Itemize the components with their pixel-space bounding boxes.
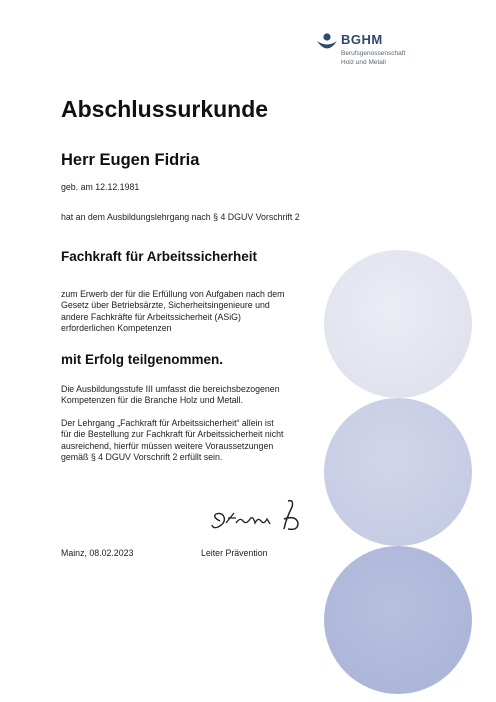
decorative-circle-mid <box>324 398 472 546</box>
stage-line: Die Ausbildungsstufe III umfasst die bereichsbezogenen <box>61 384 280 394</box>
note-line: für die Bestellung zur Fachkraft für Arbeitssicherheit nicht <box>61 429 284 440</box>
birth-date: geb. am 12.12.1981 <box>61 182 140 192</box>
decorative-circle-light <box>324 250 472 398</box>
place-and-date: Mainz, 08.02.2023 <box>61 548 134 558</box>
purpose-paragraph <box>61 289 341 334</box>
logo-subtitle-line2: Holz und Metall <box>341 59 386 66</box>
note-line: ausreichend, hierfür müssen weitere Voraussetzungen <box>61 440 274 451</box>
person-name: Herr Eugen Fidria <box>61 151 200 169</box>
purpose-line: zum Erwerb der für die Erfüllung von Aufgaben nach dem <box>61 289 285 299</box>
purpose-line: Gesetz über Betriebsärzte, Sicherheitsingenieure und <box>61 300 270 311</box>
stage-line: Kompetenzen für die Branche Holz und Metall. <box>61 395 243 406</box>
decorative-circle-dark <box>324 546 472 694</box>
note-line: gemäß § 4 DGUV Vorschrift 2 erfüllt sein. <box>61 451 223 462</box>
logo-subtitle-line1: Berufsgenossenschaft <box>341 50 406 57</box>
bghm-logo-icon <box>316 32 338 54</box>
handwritten-signature <box>206 497 316 537</box>
signature-role: Leiter Prävention <box>201 548 268 558</box>
note-line: Der Lehrgang „Fachkraft für Arbeitssicherheit“ allein ist <box>61 418 274 428</box>
document-title: Abschlussurkunde <box>61 96 269 122</box>
note-paragraph <box>61 418 341 463</box>
purpose-line: andere Fachkräfte für Arbeitssicherheit (ASiG) <box>61 311 241 322</box>
qualification-title: Fachkraft für Arbeitssicherheit <box>61 249 258 264</box>
purpose-line: erforderlichen Kompetenzen <box>61 322 172 333</box>
bghm-logo <box>316 30 446 70</box>
logo-name: BGHM <box>341 32 383 47</box>
stage-paragraph <box>61 384 341 407</box>
intro-text: hat an dem Ausbildungslehrgang nach § 4 DGUV Vorschrift 2 <box>61 212 300 222</box>
result-statement: mit Erfolg teilgenommen. <box>61 352 224 367</box>
